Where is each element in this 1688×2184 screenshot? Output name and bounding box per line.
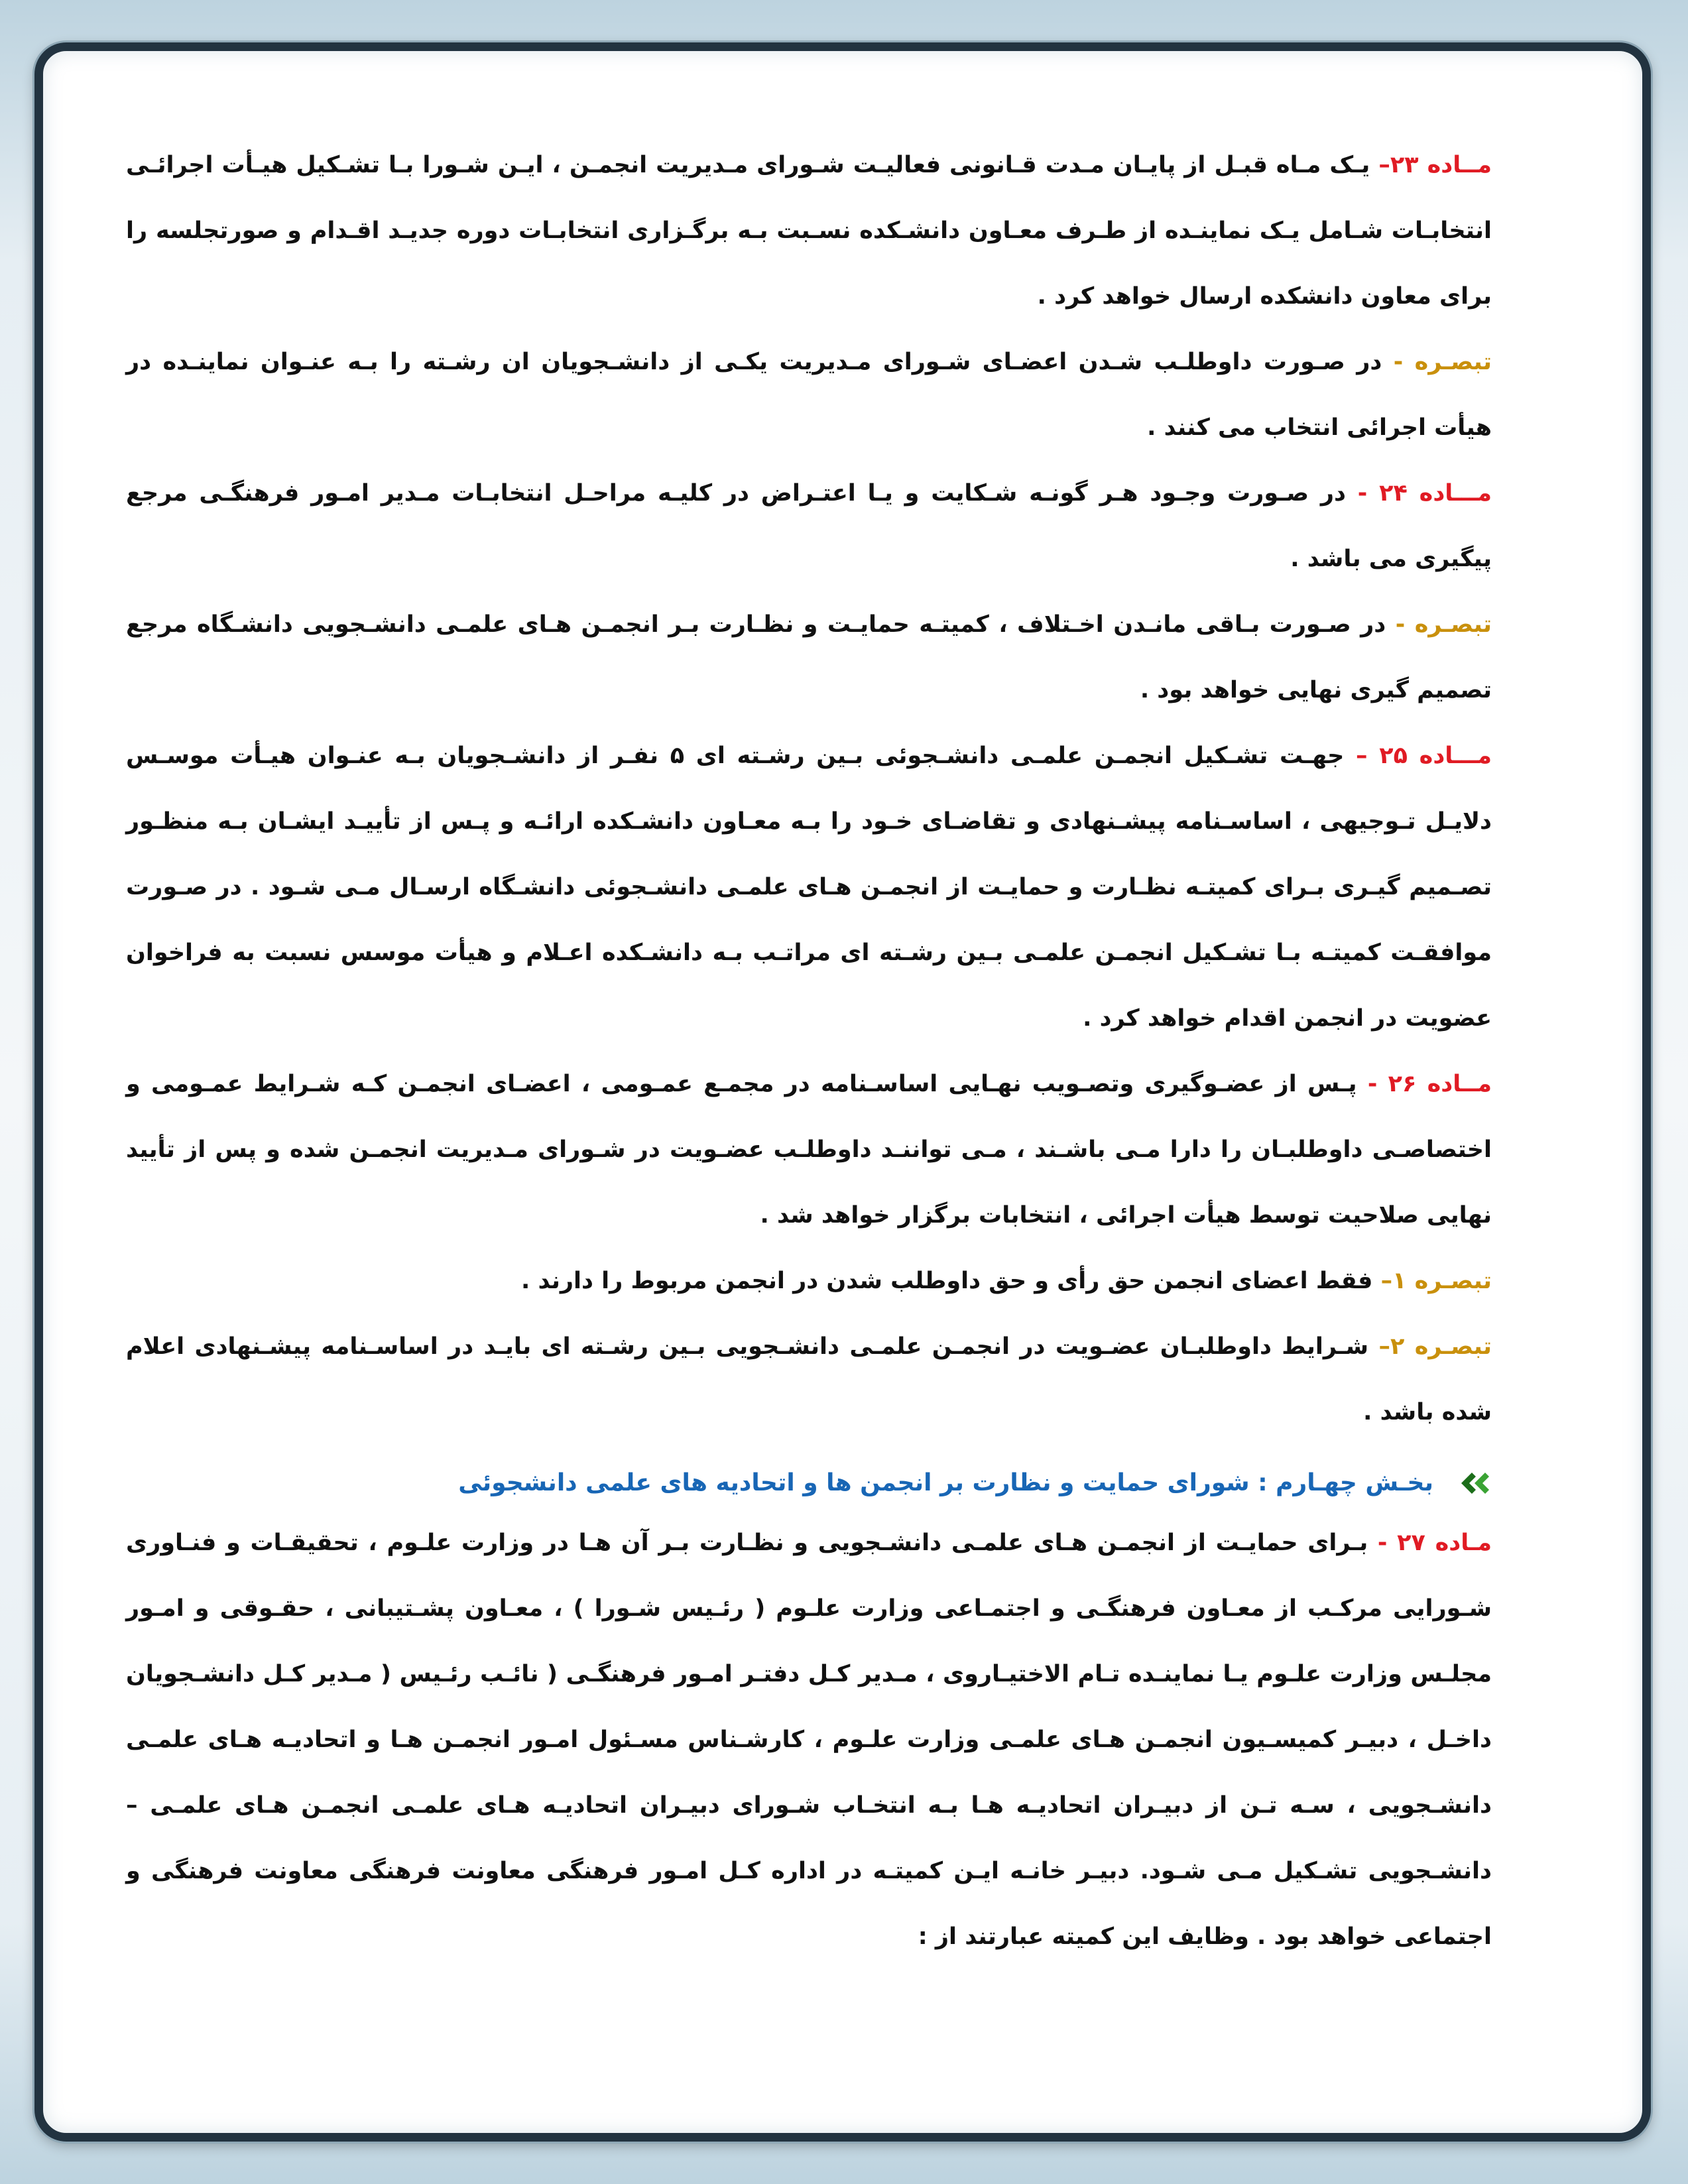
chevron-left-double-icon xyxy=(1452,1469,1492,1498)
note-26-1-label: تبصـره ۱– xyxy=(1380,1268,1492,1294)
article-24-label: مـــاده ۲۴ - xyxy=(1357,480,1492,507)
note-24-label: تبصـره - xyxy=(1395,611,1492,638)
article-26-text: پـس از عضـوگیری وتصـویب نهـایی اساسـنامه در مجمـع عمـومی ، اعضـای انجمـن کـه شـرایط عمـومی و اختصاصـی داوطلبـان را دارا مـی باشـند ، مـی تواننـد داوطلـب عضـویت در شـورای مـدیریت انجمـن شده و پس از تأیید نهایی صلاحیت توسط هیأت اجرائی ، انتخابات برگزار خواهد شد . xyxy=(126,1071,1492,1229)
article-27 xyxy=(126,1510,1492,1970)
note-26-2-label: تبصـره ۲– xyxy=(1378,1333,1492,1360)
note-26-1-text: فقط اعضای انجمن حق رأی و حق داوطلب شدن در انجمن مربوط را دارند . xyxy=(521,1268,1381,1294)
article-23-text: یـک مـاه قبـل از پایـان مـدت قـانونی فعالیـت شـورای مـدیریت انجمـن ، ایـن شـورا بـا تشـکیل هیـأت اجرائـی انتخابـات شـامل یـک نماینـده از طـرف معـاون دانشـکده نسـبت بـه برگـزاری انتخابـات دوره جدیـد اقـدام و صورتجلسه را برای معاون دانشکده ارسال خواهد کرد . xyxy=(126,152,1492,310)
article-27-label: مـاده ۲۷ - xyxy=(1377,1530,1492,1556)
note-26-2-text: شـرایط داوطلبـان عضـویت در انجمـن علمـی دانشـجویی بـین رشـته ای بایـد در اساسـنامه پیشـنهادی اعلام شده باشد . xyxy=(126,1333,1492,1426)
article-23 xyxy=(126,133,1492,330)
note-26-2 xyxy=(126,1314,1492,1445)
article-23-label: مــاده ۲۳– xyxy=(1378,152,1492,178)
document-body xyxy=(126,133,1492,1970)
article-27-text: بـرای حمایـت از انجمـن هـای علمـی دانشـجویی و نظـارت بـر آن هـا در وزارت علـوم ، تحقیقـات و فنـاوری شـورایی مرکـب از معـاون فرهنگـی و اجتمـاعی وزارت علـوم ( رئـیس شـورا ) ، معـاون پشـتیبانی ، حقـوقی و امـور مجلـس وزارت علـوم یـا نماینـده تـام الاختیـاروی ، مـدیر کـل دفتـر امـور فرهنگـی ( نائـب رئـیس ( مـدیر کـل دانشـجویان داخـل ، دبیـر کمیسـیون انجمـن هـای علمـی وزارت علـوم ، کارشـناس مسـئول امـور انجمـن هـا و اتحادیـه هـای علمـی دانشـجویی ، سـه تـن از دبیـران اتحادیـه هـا بـه انتخـاب شـورای دبیـران اتحادیـه هـای علمـی انجمـن هـای علمـی – دانشـجویی تشـکیل مـی شـود. دبیـر خانـه ایـن کمیتـه در اداره کـل امـور فرهنگی معاونت فرهنگی معاونت فرهنگی و اجتماعی خواهد بود . وظایف این کمیته عبارتند از : xyxy=(126,1530,1492,1950)
article-25 xyxy=(126,723,1492,1052)
note-26-1 xyxy=(126,1248,1492,1314)
article-26 xyxy=(126,1052,1492,1248)
note-23-text: در صـورت داوطلـب شـدن اعضـای شـورای مـدیریت یکـی از دانشـجویان ان رشـته را بـه عنـوان نماینـده در هیأت اجرائی انتخاب می کنند . xyxy=(126,349,1492,441)
article-26-label: مــاده ۲۶ - xyxy=(1367,1071,1492,1097)
section-4-title: بخـش چهـارم : شورای حمایت و نظارت بر انجمن ها و اتحادیه های علمی دانشجوئی xyxy=(458,1469,1433,1496)
article-24 xyxy=(126,461,1492,592)
note-23 xyxy=(126,330,1492,461)
article-25-text: جهـت تشـکیل انجمـن علمـی دانشـجوئی بـین رشـته ای ۵ نفـر از دانشـجویان بـه عنـوان هیـأت موسـس دلایـل تـوجیهی ، اساسـنامه پیشـنهادی و تقاضـای خـود را بـه معـاون دانشـکده ارائـه و پـس از تأییـد ایشـان بـه منظـور تصـمیم گیـری بـرای کمیتـه نظـارت و حمایـت از انجمـن هـای علمـی دانشـجوئی دانشـگاه ارسـال مـی شـود . در صـورت موافقـت کمیتـه بـا تشـکیل انجمـن علمـی بـین رشـته ای مراتـب بـه دانشـکده اعـلام و هیأت موسس نسبت به فراخوان عضویت در انجمن اقدام خواهد کرد . xyxy=(126,743,1492,1032)
note-24-text: در صـورت بـاقی مانـدن اخـتلاف ، کمیتـه حمایـت و نظـارت بـر انجمـن هـای علمـی دانشـجویی دانشـگاه مرجع تصمیم گیری نهایی خواهد بود . xyxy=(126,611,1492,703)
section-4-heading xyxy=(126,1453,1492,1513)
article-24-text: در صـورت وجـود هـر گونـه شـکایت و یـا اعتـراض در کلیـه مراحـل انتخابـات مـدیر امـور فرهنگـی مرجع پیگیری می باشد . xyxy=(126,480,1492,572)
note-23-label: تبصـره - xyxy=(1393,349,1492,375)
article-25-label: مـــاده ۲۵ – xyxy=(1356,743,1492,769)
note-24 xyxy=(126,592,1492,723)
